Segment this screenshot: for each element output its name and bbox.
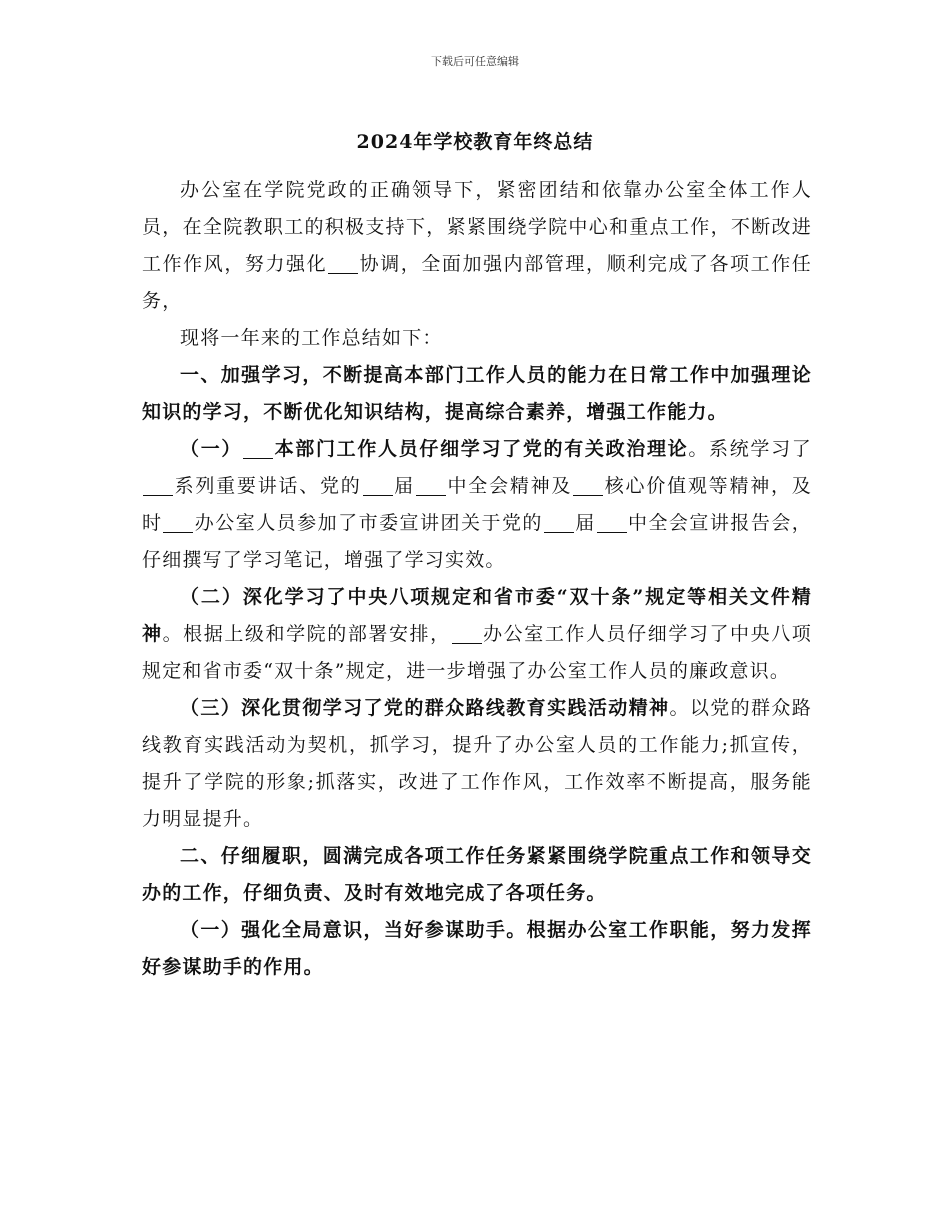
- subsection-4: （一）强化全局意识，当好参谋助手。根据办公室工作职能，努力发挥好参谋助手的作用。: [142, 919, 812, 978]
- document-title: 2024年学校教育年终总结: [356, 131, 594, 153]
- section-heading-2: 二、仔细履职，圆满完成各项工作任务紧紧围绕学院重点工作和领导交办的工作，仔细负责、及时有效地完成了各项任务。: [142, 845, 812, 904]
- subsection-3: [142, 690, 812, 838]
- subsection-1-text: 办公室人员参加了市委宣讲团关于党的: [194, 512, 543, 534]
- blank-underline: [544, 512, 574, 533]
- subsection-2: [142, 579, 812, 690]
- subsection-2-heading: （二）深化学习了中央八项规定和省市委“双十条”规定等相关文件精神: [142, 586, 812, 645]
- page-header-note: 下载后可任意编辑: [431, 55, 519, 68]
- subsection-1-text: 届: [393, 475, 415, 497]
- intro-text-a: 办公室在学院党政的正确领导下，紧密团结和依靠办公室全体工作人员，在全院教职工的积极支持下，紧紧围绕学院中心和重点工作，不断改进工作作风，努力强化: [142, 179, 812, 275]
- subsection-1-text: 系列重要讲话、党的: [174, 475, 362, 497]
- blank-underline: [363, 475, 393, 496]
- blank-underline: [573, 475, 603, 496]
- subsection-1: [142, 431, 812, 579]
- subsection-3-heading: （三）深化贯彻学习了党的群众路线教育实践活动精神: [180, 697, 670, 719]
- subsection-1-text: 。系统学习了: [688, 438, 812, 460]
- paragraph-lead: 现将一年来的工作总结如下：: [180, 327, 443, 349]
- blank-underline: [143, 475, 173, 496]
- section-heading-1: 一、加强学习，不断提高本部门工作人员的能力在日常工作中加强理论知识的学习，不断优化知识结构，提高综合素养，增强工作能力。: [142, 364, 812, 423]
- subsection-2-text: 办公室工作人员仔细学习了中央八项规定和省市委“双十条”规定，进一步增强了办公室工作人员的廉政意识。: [142, 623, 813, 682]
- subsection-3-text: 。以党的群众路线教育实践活动为契机，抓学习，提升了办公室人员的工作能力;抓宣传，提升了学院的形象;抓落实，改进了工作作风，工作效率不断提高，服务能力明显提升。: [142, 697, 812, 830]
- blank-underline: [452, 623, 482, 644]
- blank-underline: [243, 438, 273, 459]
- blank-underline: [163, 512, 193, 533]
- subsection-1-text: 中全会精神及: [446, 475, 573, 497]
- subsection-1-text: 中全会宣讲报告会，仔细撰写了学习笔记，增强了学习实效。: [142, 512, 813, 571]
- subsection-2-text: 。根据上级和学院的部署安排，: [162, 623, 451, 645]
- subsection-1-text: 核心价值观等精神，及时: [142, 475, 812, 534]
- document-body: [142, 172, 812, 986]
- paragraph-intro: [142, 172, 812, 320]
- blank-underline: [416, 475, 446, 496]
- subsection-1-text: 届: [574, 512, 596, 534]
- subsection-1-heading: 本部门工作人员仔细学习了党的有关政治理论: [274, 438, 689, 460]
- blank-underline: [328, 253, 358, 274]
- subsection-1-number: （一）: [180, 438, 243, 460]
- blank-underline: [597, 512, 627, 533]
- intro-text-b: 协调，全面加强内部管理，顺利完成了各项工作任务，: [142, 253, 812, 312]
